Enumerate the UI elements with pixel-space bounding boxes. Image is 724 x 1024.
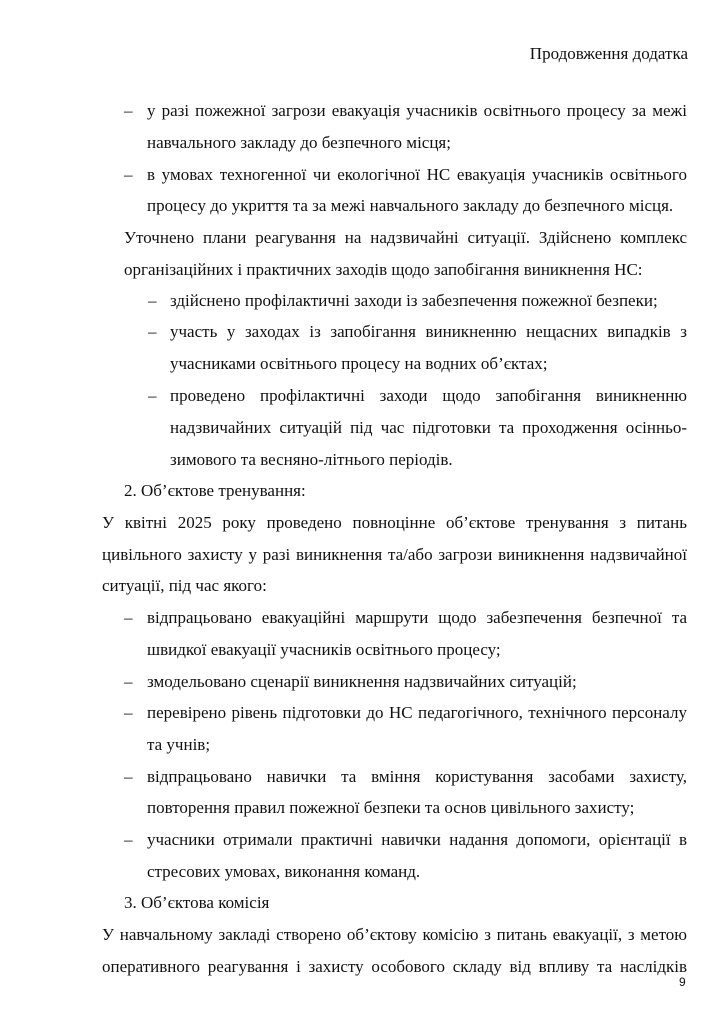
list-item-line: змодельовано сценарії виникнення надзвичайних ситуацій;: [147, 672, 577, 691]
list-item-line: стресових умовах, виконання команд.: [147, 862, 421, 881]
dash-bullet: –: [148, 386, 157, 405]
paragraph-line: організаційних і практичних заходів щодо запобігання виникнення НС:: [124, 260, 643, 279]
list-item-line: участь у заходах із запобігання виникненню нещасних випадків з: [170, 322, 687, 341]
dash-bullet: –: [124, 767, 133, 786]
list-item-line: учасниками освітнього процесу на водних об’єктах;: [170, 354, 548, 373]
list-item-line: здійснено профілактичні заходи із забезпечення пожежної безпеки;: [170, 291, 658, 310]
list-item-line: та учнів;: [147, 735, 211, 754]
paragraph-line: У квітні 2025 року проведено повноцінне об’єктове тренування з питань: [102, 513, 687, 532]
list-item-line: швидкої евакуації учасників освітнього процесу;: [147, 640, 501, 659]
dash-bullet: –: [124, 608, 133, 627]
running-header: Продовження додатка: [529, 44, 688, 63]
list-item-line: процесу до укриття та за межі навчального закладу до безпечного місця.: [147, 196, 674, 215]
dash-bullet: –: [124, 101, 133, 120]
dash-bullet: –: [124, 830, 133, 849]
dash-bullet: –: [148, 291, 157, 310]
list-item-line: перевірено рівень підготовки до НС педагогічного, технічного персоналу: [147, 703, 687, 722]
list-item-line: учасники отримали практичні навички надання допомоги, орієнтації в: [147, 830, 687, 849]
list-item-line: навчального закладу до безпечного місця;: [147, 133, 451, 152]
list-item-line: відпрацьовано навички та вміння користування засобами захисту,: [147, 767, 687, 786]
dash-bullet: –: [124, 165, 133, 184]
list-item-line: відпрацьовано евакуаційні маршрути щодо забезпечення безпечної та: [147, 608, 687, 627]
paragraph-line: У навчальному закладі створено об’єктову комісію з питань евакуації, з метою: [102, 925, 687, 944]
dash-bullet: –: [148, 322, 157, 341]
dash-bullet: –: [124, 672, 133, 691]
list-item-line: повторення правил пожежної безпеки та основ цивільного захисту;: [147, 798, 635, 817]
list-item-line: надзвичайних ситуацій під час підготовки та проходження осінньо-: [170, 418, 687, 437]
section-heading: 3. Об’єктова комісія: [124, 893, 270, 912]
list-item-line: проведено профілактичні заходи щодо запобігання виникненню: [170, 386, 687, 405]
paragraph-line: оперативного реагування і захисту особового складу від впливу та наслідків: [102, 957, 687, 976]
list-item-line: зимового та весняно-літнього періодів.: [170, 450, 453, 469]
page-number: 9: [679, 975, 686, 989]
paragraph-line: цивільного захисту у разі виникнення та/або загрози виникнення надзвичайної: [102, 545, 687, 564]
list-item-line: у разі пожежної загрози евакуація учасників освітнього процесу за межі: [147, 101, 687, 120]
paragraph-line: Уточнено плани реагування на надзвичайні ситуації. Здійснено комплекс: [124, 228, 687, 247]
paragraph-line: ситуації, під час якого:: [102, 576, 267, 595]
list-item-line: в умовах техногенної чи екологічної НС евакуація учасників освітнього: [147, 165, 687, 184]
section-heading: 2. Об’єктове тренування:: [124, 481, 306, 500]
dash-bullet: –: [124, 703, 133, 722]
